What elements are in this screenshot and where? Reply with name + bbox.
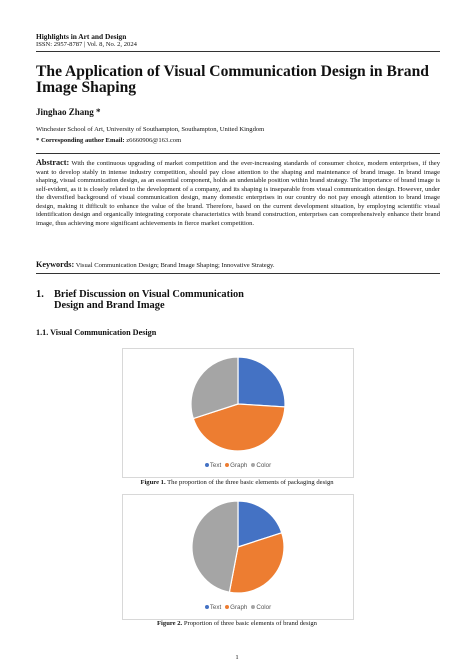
- pie-2-slice-color: [192, 501, 238, 592]
- legend-item-text: [205, 604, 221, 611]
- chart-1-legend: [123, 462, 353, 469]
- figure-2-chart: [122, 494, 354, 620]
- corresponding-author: [36, 137, 181, 144]
- section-title: Brief Discussion on Visual Communication Design and Brand Image: [54, 289, 244, 311]
- legend-label: Graph: [230, 604, 248, 611]
- subsection-heading: 1.1. Visual Communication Design: [36, 328, 157, 337]
- legend-item-color: [251, 604, 271, 611]
- legend-label: Text: [209, 604, 222, 611]
- author-name: Jinghao Zhang *: [36, 107, 101, 117]
- legend-item-color: [251, 462, 271, 469]
- legend-label: Text: [209, 462, 222, 469]
- keywords: [36, 260, 440, 269]
- legend-marker: [251, 463, 255, 467]
- pie-chart-1: [123, 349, 353, 461]
- abstract-top-divider: [36, 153, 440, 154]
- abstract: [36, 159, 440, 228]
- legend-item-graph: [225, 462, 247, 469]
- figure-1-caption: [60, 479, 414, 486]
- journal-issn: ISSN: 2957-8787 | Vol. 8, No. 2, 2024: [36, 41, 137, 48]
- keywords-text: Visual Communication Design; Brand Image Shaping; Innovative Strategy.: [74, 262, 275, 269]
- chart-2-legend: [123, 604, 353, 611]
- legend-label: Graph: [230, 462, 248, 469]
- figure-1-caption-text: The proportion of the three basic elements of packaging design: [165, 479, 334, 486]
- corresponding-label: * Corresponding author Email:: [36, 137, 125, 144]
- page-number: 1: [235, 654, 239, 661]
- paper-title: The Application of Visual Communication Design in Brand Image Shaping: [36, 63, 429, 96]
- figure-2-label: Figure 2.: [157, 620, 183, 627]
- keywords-label: Keywords:: [36, 260, 75, 269]
- author-affiliation: Winchester School of Art, University of Southampton, Southampton, United Kingdom: [36, 126, 265, 133]
- pie-1-slice-text: [238, 357, 285, 407]
- legend-item-text: [205, 462, 221, 469]
- legend-marker: [225, 605, 229, 609]
- legend-item-graph: [225, 604, 247, 611]
- figure-1-label: Figure 1.: [140, 479, 166, 486]
- figure-1-chart: [122, 348, 354, 478]
- legend-label: Color: [256, 462, 272, 469]
- figure-2-caption-text: Proportion of three basic elements of brand design: [182, 620, 317, 627]
- section-number: 1.: [36, 289, 44, 300]
- legend-marker: [251, 605, 255, 609]
- pie-chart-2: [123, 495, 353, 603]
- abstract-bottom-divider: [36, 273, 440, 274]
- legend-marker: [225, 463, 229, 467]
- legend-label: Color: [256, 604, 272, 611]
- corresponding-email[interactable]: z6660906@163.com: [124, 137, 182, 144]
- legend-marker: [205, 605, 209, 609]
- figure-2-caption: [60, 620, 414, 627]
- abstract-label: Abstract:: [36, 158, 70, 167]
- journal-name: Highlights in Art and Design: [36, 32, 127, 41]
- legend-marker: [205, 463, 209, 467]
- header-divider: [36, 51, 440, 52]
- abstract-text: With the continuous upgrading of market competition and the ever-increasing standards of consumer choice, modern enterprises, if they want to develop stably in intense industry competition, should pay close attention to the shaping and maintenance of brand image. In brand image shaping, visual communication design, as an essential component, holds an undeniable position within brand strategy. The importance of brand image is self-evident, as it is closely related to the development of a company, and its shaping is inseparable from visual communication design. However, under the diversified background of visual communication design, many domestic enterprises in our country do not pay enough attention to brand image design, making it difficult to enhance the value of the brand. Therefore, based on the current development situation, by employing scientific visual identification design and organically integrating corporate characteristics with brand construction, enterprises can comprehensively enhance their brand image, thus achieving more significant achievements in fierce market competition.: [36, 160, 440, 227]
